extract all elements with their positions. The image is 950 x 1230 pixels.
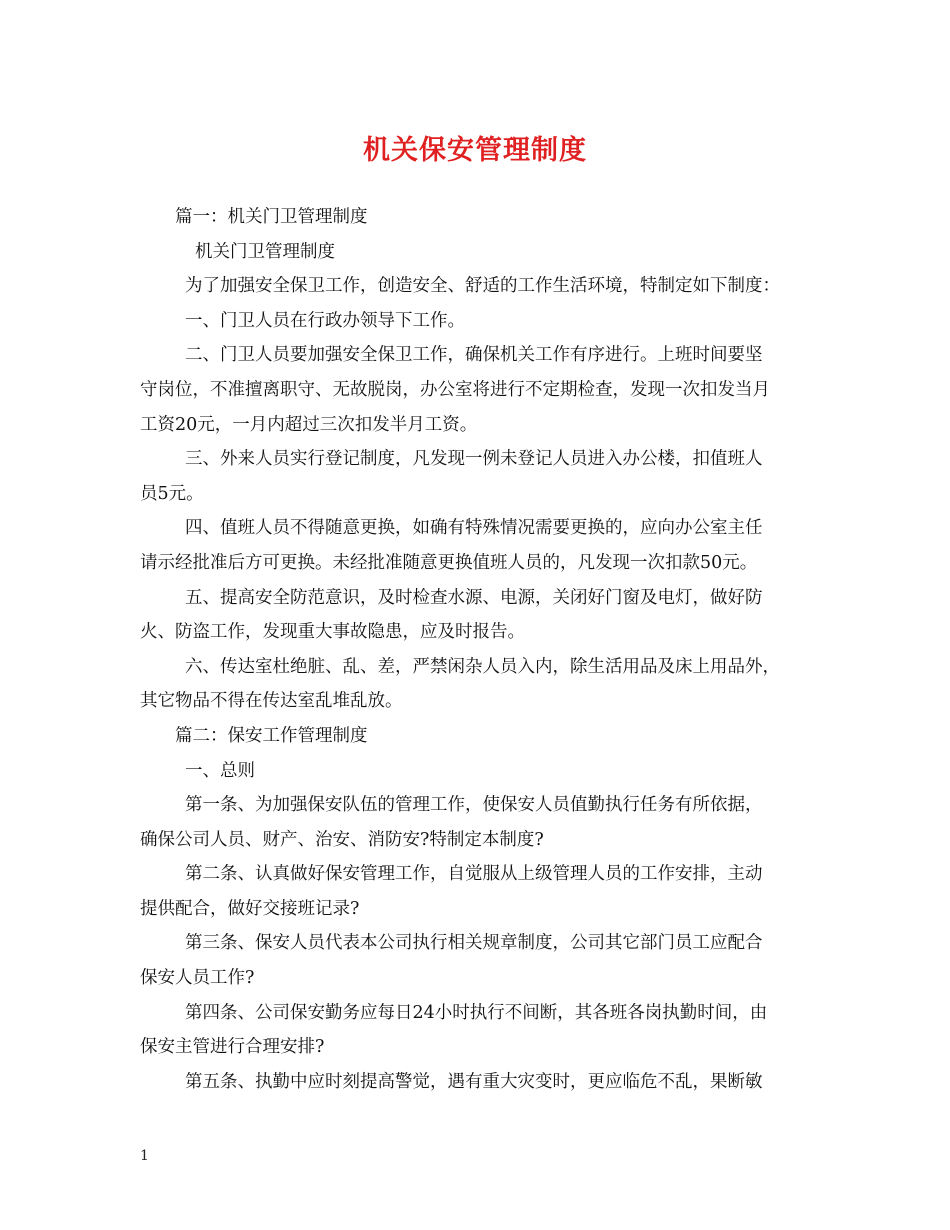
- text-line: 保安人员工作?: [140, 968, 255, 989]
- page-number: 1: [140, 1148, 149, 1164]
- text-line: 火、防盗工作，发现重大事故隐患，应及时报告。: [140, 622, 525, 643]
- text-line: 第三条、保安人员代表本公司执行相关规章制度，公司其它部门员工应配合: [185, 933, 763, 954]
- text-line: 守岗位，不准擅离职守、无故脱岗，办公室将进行不定期检查，发现一次扣发当月: [140, 379, 770, 400]
- text-line: 篇二：保安工作管理制度: [175, 725, 368, 746]
- text-line: 第五条、执勤中应时刻提高警觉，遇有重大灾变时，更应临危不乱，果断敏: [185, 1071, 763, 1092]
- text-line: 二、门卫人员要加强安全保卫工作，确保机关工作有序进行。上班时间要坚: [185, 345, 763, 366]
- text-line: 四、值班人员不得随意更换，如确有特殊情况需要更换的，应向办公室主任: [185, 518, 763, 539]
- text-line: 六、传达室杜绝脏、乱、差，严禁闲杂人员入内，除生活用品及床上用品外，: [185, 656, 780, 677]
- text-line: 为了加强安全保卫工作，创造安全、舒适的工作生活环境，特制定如下制度：: [185, 276, 780, 297]
- text-line: 工资20元，一月内超过三次扣发半月工资。: [140, 414, 478, 435]
- text-line: 五、提高安全防范意识，及时检查水源、电源，关闭好门窗及电灯，做好防: [185, 587, 763, 608]
- document-title: 机关保安管理制度: [363, 135, 587, 166]
- text-line: 篇一：机关门卫管理制度: [175, 207, 368, 227]
- text-line: 请示经批准后方可更换。未经批准随意更换值班人员的，凡发现一次扣款50元。: [140, 552, 758, 573]
- text-line: 保安主管进行合理安排?: [140, 1037, 325, 1058]
- text-line: 第一条、为加强保安队伍的管理工作，使保安人员值勤执行任务有所依据，: [185, 795, 763, 816]
- text-line: 员5元。: [140, 483, 204, 504]
- text-line: 第二条、认真做好保安管理工作，自觉服从上级管理人员的工作安排，主动: [185, 864, 763, 885]
- text-line: 一、门卫人员在行政办领导下工作。: [185, 310, 465, 331]
- text-line: 机关门卫管理制度: [195, 241, 335, 262]
- text-line: 三、外来人员实行登记制度，凡发现一例未登记人员进入办公楼，扣值班人: [185, 449, 763, 470]
- text-line: 其它物品不得在传达室乱堆乱放。: [140, 691, 403, 712]
- text-line: 提供配合，做好交接班记录?: [140, 898, 360, 919]
- text-line: 确保公司人员、财产、治安、消防安?特制定本制度?: [140, 829, 544, 850]
- document-body: [140, 200, 830, 1099]
- text-line: 第四条、公司保安勤务应每日24小时执行不间断，其各班各岗执勤时间，由: [185, 1002, 768, 1023]
- text-line: 一、总则: [185, 760, 255, 781]
